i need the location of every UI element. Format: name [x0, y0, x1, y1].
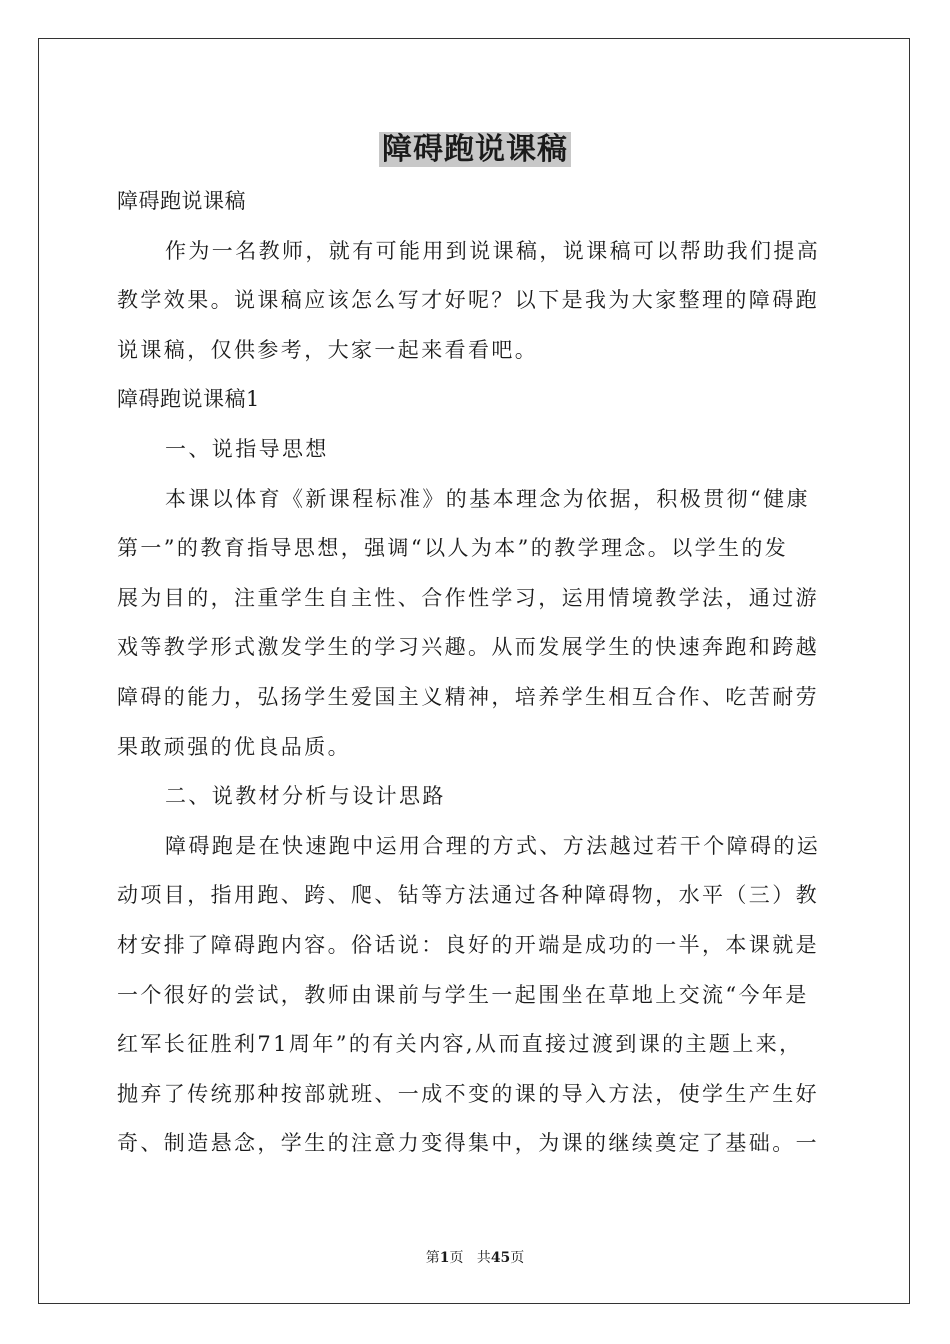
paragraph-line: 抛弃了传统那种按部就班、一成不变的课的导入方法，使学生产生好 [117, 1081, 819, 1106]
paragraph-line: 本课以体育《新课程标准》的基本理念为依据，积极贯彻“健康 [165, 486, 810, 511]
page-number: 1 [439, 1250, 450, 1266]
paragraph-line: 障碍的能力，弘扬学生爱国主义精神，培养学生相互合作、吃苦耐劳 [117, 684, 819, 709]
document-body [117, 177, 833, 1169]
paragraph-line: 果敢顽强的优良品质。 [117, 734, 351, 759]
total-pages: 45 [490, 1250, 511, 1266]
subsection-heading: 一、说指导思想 [165, 436, 329, 461]
paragraph-line: 教学效果。说课稿应该怎么写才好呢？以下是我为大家整理的障碍跑 [117, 288, 819, 313]
subsection-heading: 二、说教材分析与设计思路 [165, 784, 446, 809]
paragraph-line: 红军长征胜利71周年”的有关内容,从而直接过渡到课的主题上来， [117, 1032, 803, 1057]
subtitle-line: 障碍跑说课稿 [117, 189, 246, 213]
paragraph-line: 动项目，指用跑、跨、爬、钻等方法通过各种障碍物，水平（三）教 [117, 883, 819, 908]
total-prefix: 共 [476, 1250, 491, 1266]
page-prefix: 第 [425, 1250, 440, 1266]
paragraph-line: 材安排了障碍跑内容。俗话说：良好的开端是成功的一半，本课就是 [117, 932, 819, 957]
document-title-text: 障碍跑说课稿 [379, 132, 571, 167]
document-title [0, 128, 950, 172]
paragraph-line: 障碍跑是在快速跑中运用合理的方式、方法越过若干个障碍的运 [165, 833, 821, 858]
section-heading: 障碍跑说课稿1 [117, 387, 260, 412]
paragraph-line: 第一”的教育指导思想，强调“以人为本”的教学理念。以学生的发 [117, 536, 789, 561]
paragraph-line: 戏等教学形式激发学生的学习兴趣。从而发展学生的快速奔跑和跨越 [117, 635, 819, 660]
paragraph-line: 展为目的，注重学生自主性、合作性学习，运用情境教学法，通过游 [117, 585, 819, 610]
paragraph-line: 说课稿，仅供参考，大家一起来看看吧。 [117, 337, 539, 362]
paragraph-line: 作为一名教师，就有可能用到说课稿，说课稿可以帮助我们提高 [165, 238, 821, 263]
total-suffix: 页 [510, 1250, 525, 1266]
paragraph-line: 一个很好的尝试，教师由课前与学生一起围坐在草地上交流“今年是 [117, 982, 809, 1007]
page-footer [0, 1248, 950, 1268]
page-suffix: 页 [449, 1250, 464, 1266]
paragraph-line: 奇、制造悬念，学生的注意力变得集中，为课的继续奠定了基础。一 [117, 1131, 819, 1156]
